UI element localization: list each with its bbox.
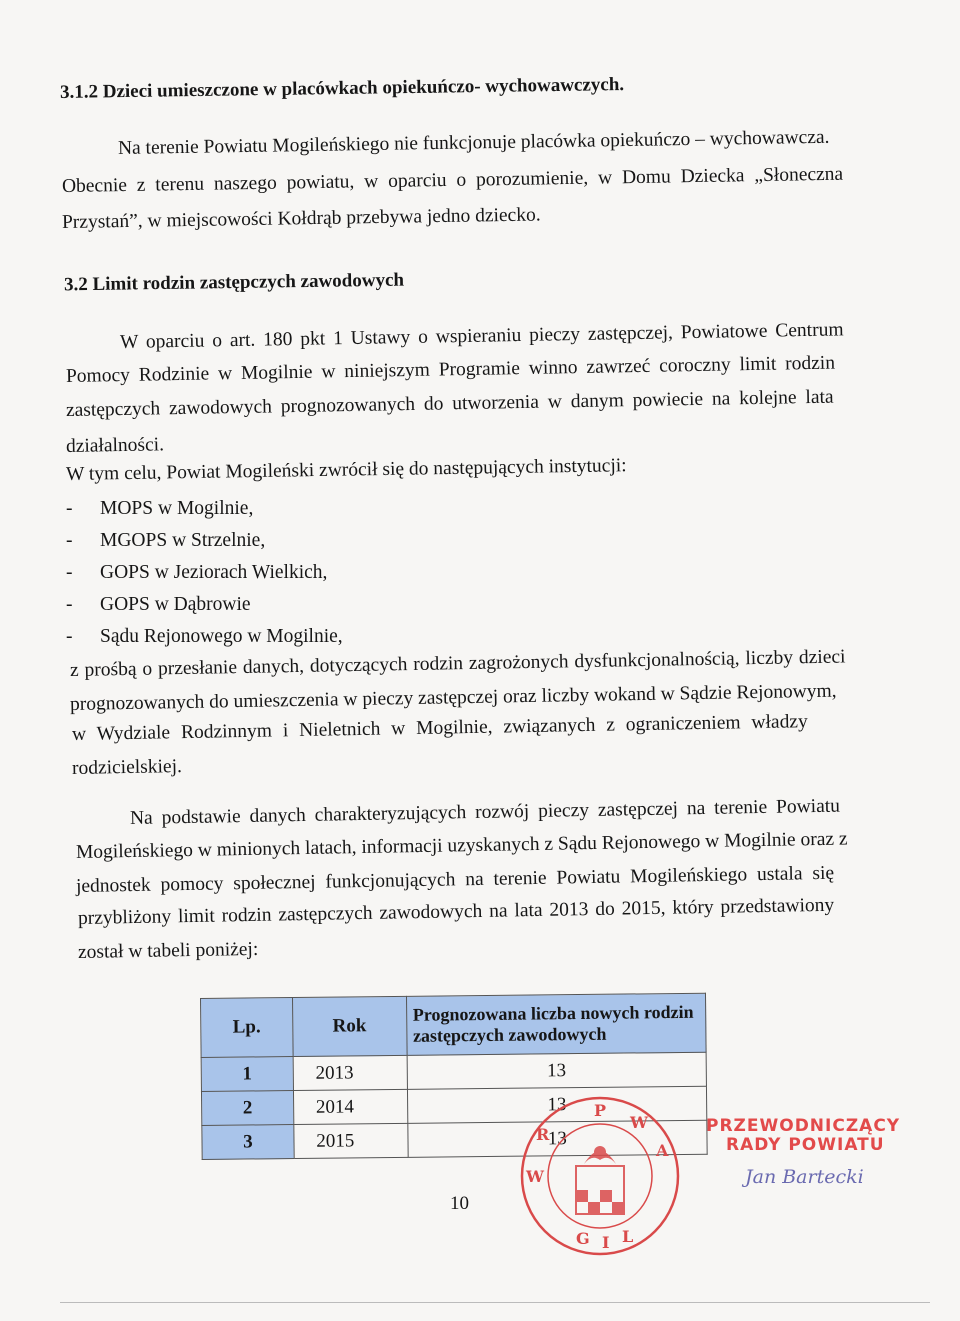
paragraph-line: zastępczych zawodowych prognozowanych do utworzenia w danym powiecie na kolejne lata (65, 386, 834, 421)
paragraph-line: w Wydziale Rodzinnym i Nieletnich w Mogilnie, związanych z ograniczeniem władzy (71, 711, 808, 745)
table-row (201, 1052, 706, 1091)
list-item: - MOPS w Mogilnie, (66, 498, 254, 519)
header-lp: Lp. (201, 998, 293, 1058)
header-prognoza: Prognozowana liczba nowych rodzin zastępczych zawodowych (406, 993, 706, 1055)
cell-lp: 2 (201, 1091, 293, 1126)
cell-rok: 2014 (293, 1089, 407, 1124)
header-rok: Rok (292, 996, 406, 1056)
signature-name: Jan Bartecki (745, 1166, 864, 1188)
cell-liczba: 13 (407, 1052, 707, 1089)
scan-edge-line (60, 1302, 930, 1303)
cell-rok: 2015 (294, 1123, 408, 1158)
cell-liczba: 13 (407, 1086, 707, 1123)
svg-text:P W A R: P W A R W G I L (526, 1101, 669, 1252)
paragraph-line: z prośbą o przesłanie danych, dotyczących rodzin zagrożonych dysfunkcjonalnością, liczby dzieci (69, 646, 846, 681)
paragraph-line: Mogileńskiego w minionych latach, informacji uzyskanych z Sądu Rejonowego w Mogilnie oraz z (75, 828, 848, 863)
paragraph-line: W tym celu, Powiat Mogileński zwrócił się do następujących instytucji: (65, 455, 627, 485)
section-3-2-heading: 3.2 Limit rodzin zastępczych zawodowych (63, 269, 405, 296)
paragraph-line: przybliżony limit rodzin zastępczych zawodowych na lata 2013 do 2015, który przedstawiony (77, 894, 835, 929)
paragraph-line: Przystań”, w miejscowości Kołdrąb przebywa jedno dziecko. (61, 204, 541, 233)
cell-rok: 2013 (293, 1055, 407, 1090)
paragraph-line: działalności. (65, 434, 165, 457)
list-item: - MGOPS w Strzelnie, (66, 530, 266, 551)
table-header-row (201, 993, 707, 1057)
paragraph-line: Na terenie Powiatu Mogileńskiego nie funkcjonuje placówka opiekuńczo – wychowawcza. (117, 126, 830, 159)
paragraph-line: prognozowanych do umieszczenia w pieczy zastępczej oraz liczby wokand w Sądzie Rejonowym, (69, 680, 837, 715)
official-seal (518, 1094, 682, 1258)
paragraph-line: został w tabeli poniżej: (77, 938, 259, 963)
stamp-title-line-1: PRZEWODNICZĄCY (706, 1116, 901, 1136)
cell-lp: 1 (201, 1057, 293, 1092)
list-item: - GOPS w Dąbrowie (66, 594, 251, 615)
stamp-title-line-2: RADY POWIATU (726, 1135, 885, 1155)
paragraph-line: Obecnie z terenu naszego powiatu, w oparciu o porozumienie, w Domu Dziecka „Słoneczna (61, 163, 844, 197)
paragraph-line: Na podstawie danych charakteryzujących rozwój pieczy zastępczej na terenie Powiatu (129, 795, 841, 829)
paragraph-line: rodzicielskiej. (71, 756, 183, 779)
list-item: - Sądu Rejonowego w Mogilnie, (66, 626, 343, 647)
paragraph-line: Pomocy Rodzinie w Mogilnie w niniejszym Programie winno zawrzeć coroczny limit rodzin (65, 352, 836, 387)
cell-lp: 3 (202, 1125, 294, 1160)
paragraph-line: W oparciu o art. 180 pkt 1 Ustawy o wspieraniu pieczy zastępczej, Powiatowe Centrum (119, 319, 844, 353)
list-item: - GOPS w Jeziorach Wielkich, (66, 562, 328, 583)
page-number: 10 (450, 1193, 469, 1214)
cell-liczba: 13 (407, 1120, 707, 1157)
section-3-1-2-heading: 3.1.2 Dzieci umieszczone w placówkach opiekuńczo- wychowawczych. (59, 74, 625, 103)
paragraph-line: jednostek pomocy społecznej funkcjonujących na terenie Powiatu Mogileńskiego ustala się (75, 862, 835, 897)
